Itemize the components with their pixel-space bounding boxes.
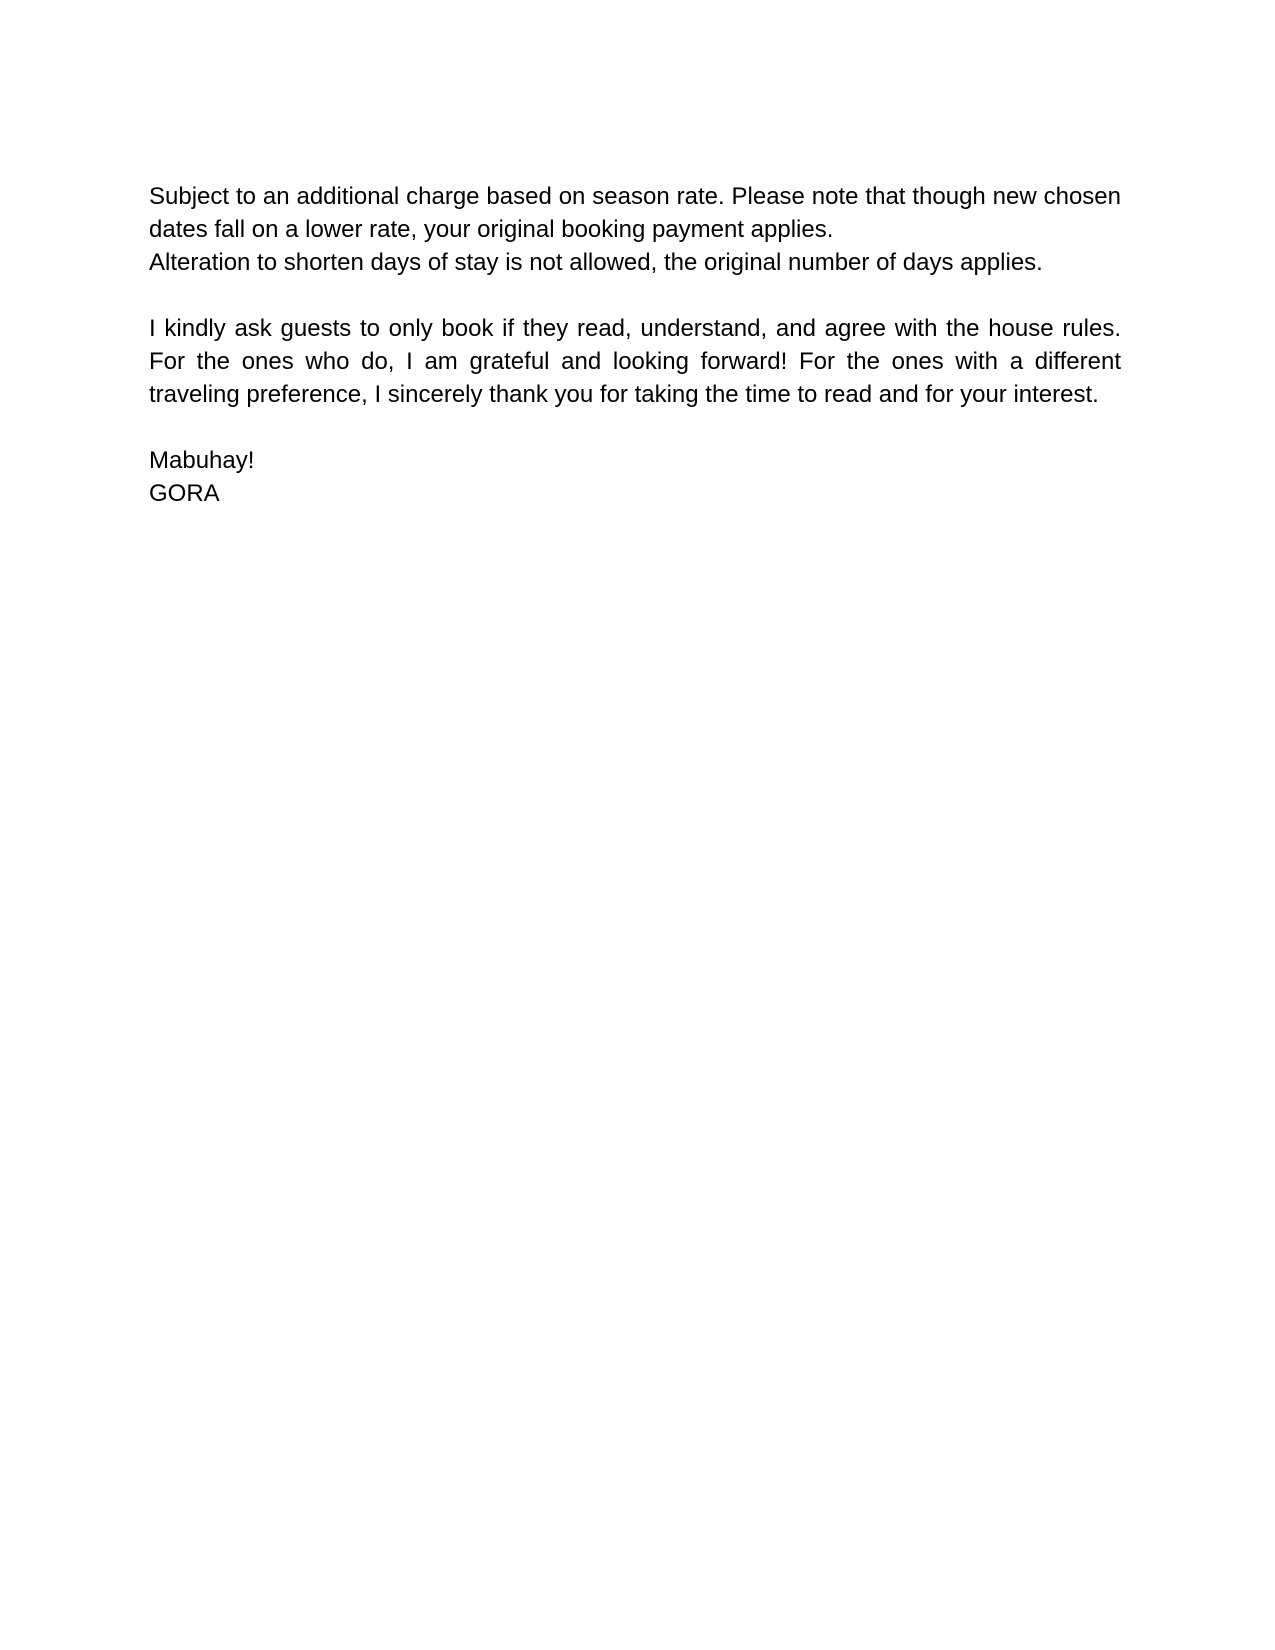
season-rate-note: Subject to an additional charge based on season rate. Please note that though new chosen dates fall on a lower rate, your original booking payment applies. — [149, 183, 1121, 243]
signature: GORA — [149, 480, 220, 507]
alteration-note: Alteration to shorten days of stay is not allowed, the original number of days applies. — [149, 249, 1043, 276]
paragraph-spacer — [149, 411, 1121, 444]
closing-greeting: Mabuhay! — [149, 447, 255, 474]
document-body — [149, 180, 1121, 510]
paragraph-spacer — [149, 279, 1121, 312]
house-rules-paragraph: I kindly ask guests to only book if they read, understand, and agree with the house rules. For the ones who do, I am grateful and looking forward! For the ones with a different traveling preference, I sincerely thank you for taking the time to read and for your interest. — [149, 315, 1121, 408]
